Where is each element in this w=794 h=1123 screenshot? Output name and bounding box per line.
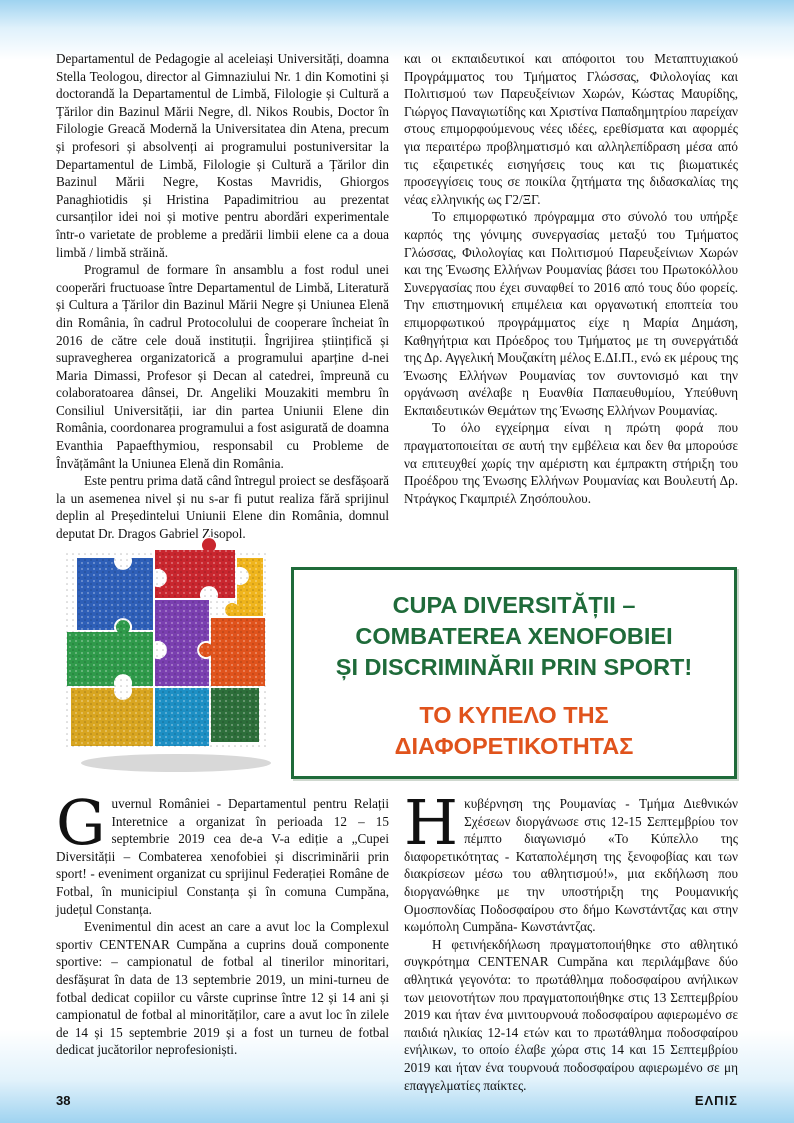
puzzle-illustration — [56, 537, 274, 775]
title-line: ȘI DISCRIMINĂRII PRIN SPORT! — [335, 654, 693, 680]
puzzle-pieces-image — [56, 537, 274, 775]
title-romanian — [294, 590, 734, 683]
lead-paragraph — [404, 786, 738, 936]
paragraph: και οι εκπαιδευτικοί και απόφοιτοι του Μεταπτυχιακού Προγράμματος του Τμήματος Γλώσσας, Φιλολογίας και Πολιτισμού των Παρευξείνιων Χωρών, Κώστας Μαυρίδης, Γιώργος Παναγιωτίδης και Χριστίνα Παπαδημητρίου παρείχαν στους επιμορφούμενους νέες ιδέες, ερεθίσματα και αφορμές για περαιτέρω προβληματισμό και αλληλεπίδραση μέσα από τις εξαιρετικές εισηγήσεις τους και τις βιωματικές προσεγγίσεις τους σε ποικίλα ζητήματα της διδασκαλίας της νέας ελληνικής ως Γ2/ΞΓ. — [404, 51, 738, 207]
paragraph: Este pentru prima dată când întregul proiect se desfășoară la un asemenea nivel și nu s-ar fi putut realiza fără sprijinul deplin al Președintelui Uniunii Elene din România, domnul deputat Dr. Dragos Gabriel Zisopol. — [56, 473, 389, 542]
paragraph: Evenimentul din acest an care a avut loc la Complexul sportiv CENTENAR Cumpăna a cuprins două componente sportive: – campionatul de fotbal al tinerilor minoritari, desfășurat în data de 13 septembrie 2019, un mini-turneu de fotbal dedicat copiilor cu vârste cuprinse între 12 și 14 ani și campionatul de fotbal al minorităților, care a avut loc în zilele de 14 și 15 septembrie 2019 și a fost un turneu de fotbal dedicat jucătorilor neprofesioniști. — [56, 919, 389, 1058]
paragraph: Η φετινήεκδήλωση πραγματοποιήθηκε στο αθλητικό συγκρότημα CENTENAR Cumpăna και περιλάμβανε δύο αθλητικά γεγονότα: το πρωτάθλημα ποδοσφαίρου ανήλικων των μειονοτήτων που πραγματοποιήθηκε στις 13 Σεπτεμβρίου 2019 και ήταν ένα μινιτουρνουά ποδοσφαίρου αφιερωμένο σε παιδιά ηλικίας 12-14 ετών και το πρωτάθλημα ποδοσφαίρου ενήλικων, το οποίο έλαβε χώρα στις 14 και 15 Σεπτεμβρίου 2019 και ήταν ένα τουρνουά ποδοσφαίρου αφιερωμένο σε μη επαγγελματίες παίκτες. — [404, 936, 738, 1093]
drop-cap: G — [56, 786, 106, 859]
page-number: 38 — [56, 1093, 71, 1108]
title-line: CUPA DIVERSITĂȚII – — [392, 592, 636, 618]
title-line: COMBATEREA XENOFOBIEI — [355, 623, 673, 649]
paragraph: Programul de formare în ansamblu a fost rodul unei cooperări fructuoase între Departamentul de Limbă, Literatură și Cultura a Țărilor din Bazinul Mării Negre și Uniunea Elenă din România, în cadrul Protocolului de cooperare încheiat în 2016 de către cele două instituții. Îngrijirea științifică și supravegherea organizatorică a programului aparține d-nei Maria Dimassi, Profesor și Decan al catedrei, împreună cu colaboratoarea dânsei, Dr. Angeliki Mouzakiti membru în Consiliul Universității, iar din partea Uniunii Elene din România, coordonarea programului a fost asigurată de doamna Evanthia Papaefthymiou, responsabil cu Probleme de Învățământ la Uniunea Elenă din România. — [56, 262, 389, 471]
lead-paragraph — [56, 786, 389, 918]
article-title-box — [291, 567, 737, 779]
lead-text: κυβέρνηση της Ρουμανίας - Τμήμα Διεθνικών Σχέσεων διοργάνωσε στις 12-15 Σεπτεμβρίου τον πέμπτο διαγωνισμό «Το Κύπελλο της διαφορετικότητας - Καταπολέμηση της ξενοφοβίας και των διακρίσεων μέσω του αθλητισμού!», μια εκδήλωση που διοργανώθηκε με την υποστήριξη της Ρουμανικής Ομοσπονδίας Ποδοσφαίρου στο δήμο Κωνστάντζας και στην κωμόπολη Cumpăna- Κωνστάντζας. — [404, 796, 738, 935]
drop-cap: Η — [404, 786, 459, 859]
paragraph: Το όλο εγχείρημα είναι η πρώτη φορά που πραγματοποιείται σε αυτή την εμβέλεια και δεν θα μπορούσε να επιτευχθεί χωρίς την αμέριστη και έμπρακτη στήριξη του Προέδρου της Ένωσης Ελλήνων Ρουμανίας και Βουλευτή Δρ. Ντράγκος Γκαμπριέλ Ζησόπουλου. — [404, 420, 738, 506]
title-greek — [294, 700, 734, 762]
lead-text: uvernul României - Departamentul pentru Relații Interetnice a organizat în perioada 12 – 15 septembrie 2019 cea de-a V-a ediție a „Cupei Diversității – Combaterea xenofobiei și discriminării prin sport! - eveniment organizat cu sprijinul Federației Române de Fotbal, în municipiul Constanța și în comuna Cumpăna, județul Constanța. — [56, 796, 389, 917]
paragraph: Το επιμορφωτικό πρόγραμμα στο σύνολό του υπήρξε καρπός της γόνιμης συνεργασίας μεταξύ του Τμήματος Γλώσσας, Φιλολογίας και Πολιτισμού Παρευξείνιων Χωρών και της Ένωσης Ελλήνων Ρουμανίας βάσει του Πρωτοκόλλου Συνεργασίας που έχει συναφθεί το 2016 από τους δύο φορείς. Την επιστημονική επιμέλεια και οργανωτική εποπτεία του επιμορφωτικού προγράμματος είχε η Μαρία Δημάση, Καθηγήτρια και Πρόεδρος του Τμήματος με τη συνεργάτιδά της Δρ. Αγγελική Μουζακίτη μέλος Ε.ΔΙ.Π., ενώ εκ μέρους της Ένωσης Ελλήνων Ρουμανίας τον συντονισμό και την οργάνωση ανέλαβε η Ευανθία Παπαευθυμίου, Υπεύθυνη Εκπαιδευτικών Θεμάτων της Ένωσης Ελλήνων Ρουμανίας. — [404, 209, 738, 418]
article-column-romanian-bottom — [56, 786, 389, 1059]
article-column-greek-bottom — [404, 786, 738, 1094]
magazine-name: ΕΛΠΙΣ — [694, 1093, 738, 1108]
article-column-romanian-top — [56, 50, 389, 543]
title-line: ΤΟ ΚΥΠΕΛΟ ΤΗΣ — [419, 702, 609, 728]
paragraph: Departamentul de Pedagogie al aceleiași Universități, doamna Stella Teologou, director al Gimnaziului Nr. 1 din Komotini și doctorandă la Departamentul de Limbă, Filologie și Cultură a Țărilor din Bazinul Mării Negre, dl. Nikos Roubis, Doctor în Filologie Greacă Modernă la Universitatea din Atena, precum și profesori și absolvenți ai programului postuniversitar la Departamentul de Limbă, Filologie și Cultură a Țărilor din Bazinul Mării Negre, Kostas Mavridis, Ghiorgos Panaghiotidis și Hristina Papadimitriou au prezentat cursanților idei noi și motive pentru abordări experimentale într-o varietate de probleme a predării limbii elene ca a doua limbă / limbă străină. — [56, 51, 389, 260]
title-line: ΔΙΑΦΟΡΕΤΙΚΟΤΗΤΑΣ — [394, 733, 634, 759]
article-column-greek-top — [404, 50, 738, 507]
